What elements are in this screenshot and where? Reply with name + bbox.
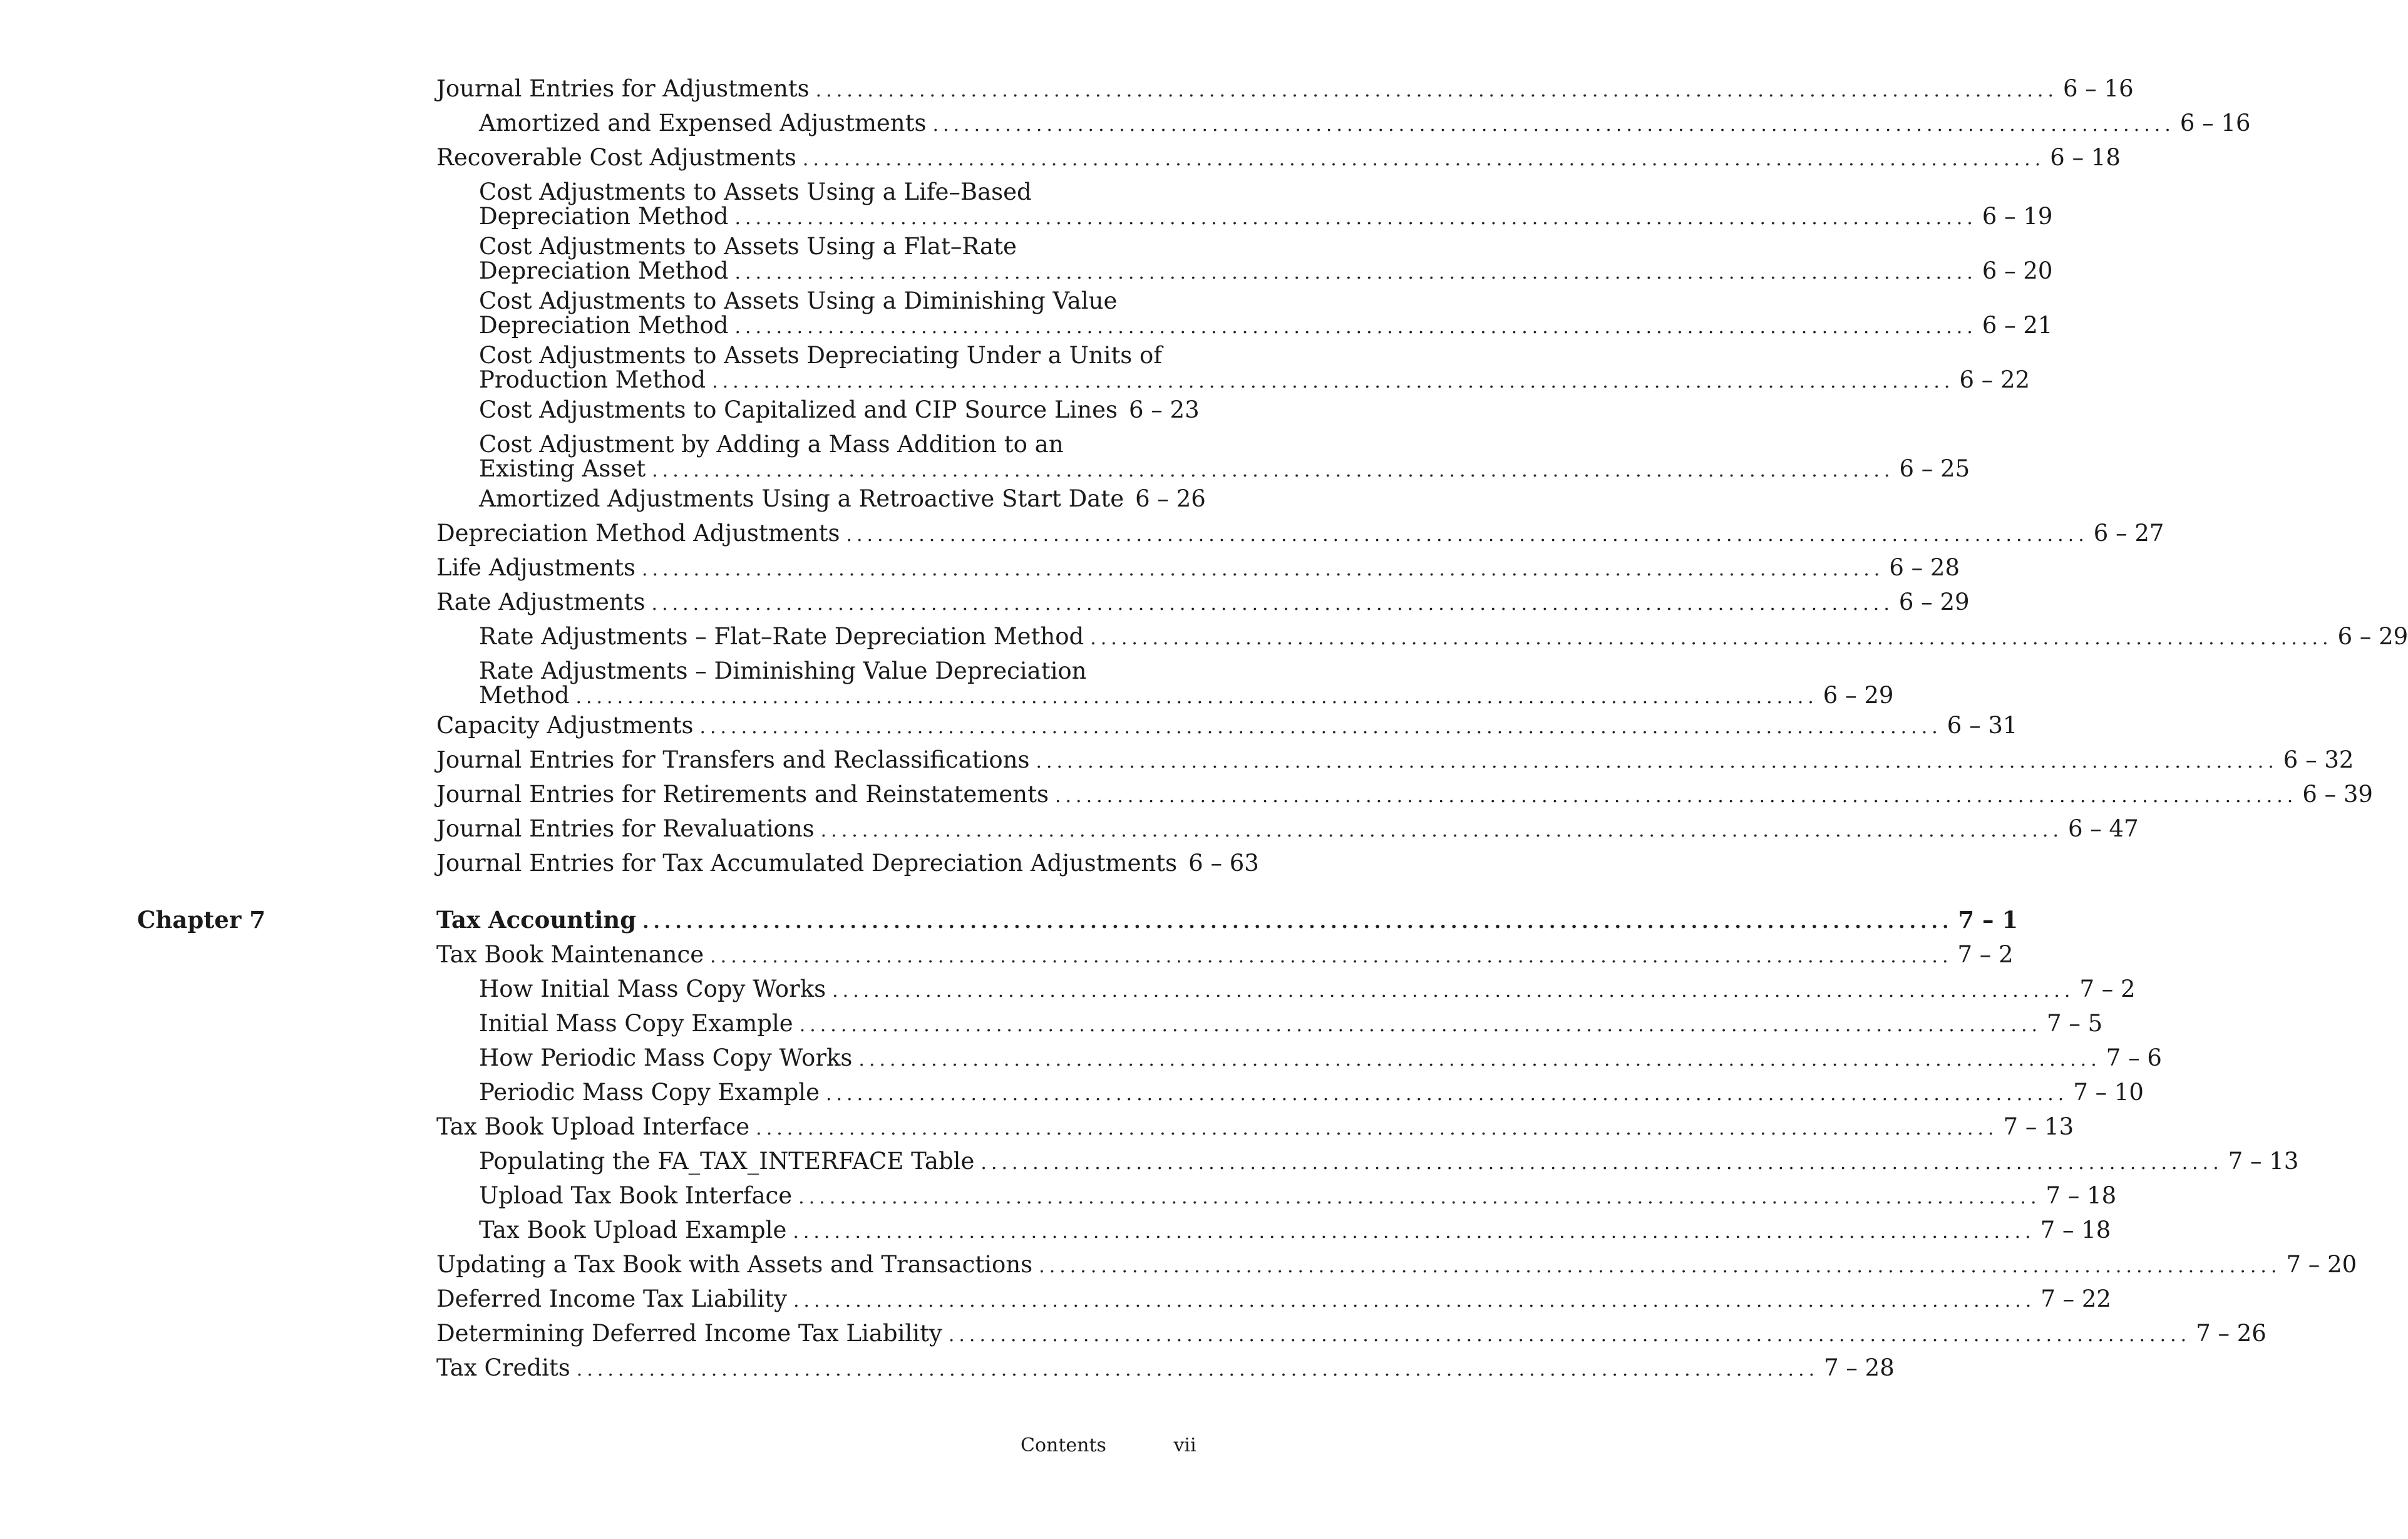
toc-entry-page: 6 – 21 bbox=[1982, 312, 2053, 339]
chapter-7-label: Chapter 7 bbox=[137, 906, 265, 934]
footer-page-number: vii bbox=[1173, 1434, 1196, 1456]
toc-entry-title: Depreciation Method Adjustments bbox=[436, 520, 840, 547]
dot-leader: ........................................................................................................................ bbox=[642, 911, 1953, 933]
dot-leader: ........................................................................................................................ bbox=[793, 1290, 2036, 1312]
toc-entry-title: Tax Book Maintenance bbox=[436, 941, 704, 968]
dot-leader: ........................................................................................................................ bbox=[980, 1152, 2223, 1174]
toc-entry-page: 7 – 5 bbox=[2047, 1010, 2103, 1037]
toc-entry[interactable] bbox=[436, 941, 2014, 969]
toc-entry[interactable] bbox=[436, 746, 2354, 774]
toc-entry-page: 6 – 16 bbox=[2062, 75, 2134, 102]
toc-entry-page: 7 – 18 bbox=[2040, 1217, 2111, 1243]
toc-entry-title: Updating a Tax Book with Assets and Transactions bbox=[436, 1251, 1033, 1278]
toc-entry-page: 6 – 32 bbox=[2283, 746, 2354, 773]
page-footer bbox=[1021, 1435, 1196, 1456]
toc-entry-page: 6 – 19 bbox=[1982, 203, 2053, 230]
toc-entry-page: 6 – 29 bbox=[1898, 589, 1970, 615]
dot-leader: ........................................................................................................................ bbox=[846, 524, 2089, 546]
toc-entry-page: 7 – 2 bbox=[2079, 975, 2136, 1002]
dot-leader: ........................................................................................................................ bbox=[576, 1359, 1819, 1381]
toc-entry-title: Deferred Income Tax Liability bbox=[436, 1285, 787, 1312]
toc-entry-title-line: Cost Adjustments to Assets Using a Flat–Rate bbox=[479, 233, 1017, 260]
toc-entry-page: 7 – 28 bbox=[1824, 1354, 1895, 1381]
toc-entry-title: Tax Book Upload Interface bbox=[436, 1113, 750, 1140]
toc-entry-title-line: Cost Adjustment by Adding a Mass Addition to an bbox=[479, 431, 1064, 458]
toc-entry[interactable] bbox=[436, 110, 2251, 137]
toc-entry-title-line: Cost Adjustments to Assets Using a Diminishing Value bbox=[479, 287, 1118, 314]
toc-entry-page: 6 – 18 bbox=[2050, 144, 2121, 171]
dot-leader: ........................................................................................................................ bbox=[820, 820, 2063, 842]
toc-entry-title-line: Cost Adjustments to Assets Depreciating Under a Units of bbox=[479, 342, 1163, 369]
toc-entry-title: Depreciation Method bbox=[479, 312, 729, 339]
dot-leader: ........................................................................................................................ bbox=[932, 114, 2175, 136]
dot-leader: ........................................................................................................................ bbox=[1054, 785, 2298, 807]
dot-leader: ........................................................................................................................ bbox=[699, 716, 1942, 738]
toc-entry-page: 6 – 25 bbox=[1899, 455, 1970, 482]
toc-entry[interactable] bbox=[436, 712, 2018, 739]
toc-entry[interactable] bbox=[436, 1148, 2299, 1175]
toc-entry[interactable] bbox=[436, 623, 2408, 651]
toc-entry-title: Amortized and Expensed Adjustments bbox=[479, 110, 927, 136]
toc-entry-title: Amortized Adjustments Using a Retroactive Start Date bbox=[479, 485, 1124, 512]
dot-leader: ........................................................................................................................ bbox=[651, 593, 1894, 615]
dot-leader: ........................................................................................................................ bbox=[734, 316, 1977, 338]
toc-entry-title: Journal Entries for Retirements and Reinstatements bbox=[436, 781, 1049, 808]
toc-entry-title: Journal Entries for Adjustments bbox=[436, 75, 810, 102]
toc-entry[interactable] bbox=[436, 1182, 2117, 1210]
dot-leader: ........................................................................................................................ bbox=[798, 1186, 2041, 1208]
toc-entry[interactable] bbox=[436, 657, 1894, 709]
toc-entry-page: 6 – 31 bbox=[1947, 712, 2018, 739]
dot-leader: ........................................................................................................................ bbox=[799, 1014, 2042, 1036]
toc-entry-title-line: Cost Adjustments to Assets Using a Life–Based bbox=[479, 178, 1032, 205]
toc-entry[interactable] bbox=[436, 144, 2121, 172]
toc-entry-title: Rate Adjustments – Flat–Rate Depreciation Method bbox=[479, 623, 1084, 650]
toc-entry-title: Upload Tax Book Interface bbox=[479, 1182, 793, 1209]
toc-entry[interactable] bbox=[436, 1285, 2111, 1313]
toc-entry-title: Life Adjustments bbox=[436, 554, 635, 581]
toc-entry-title: Production Method bbox=[479, 366, 706, 393]
toc-entry-title: Tax Credits bbox=[436, 1354, 570, 1381]
toc-entry-title: Capacity Adjustments bbox=[436, 712, 694, 739]
toc-entry[interactable] bbox=[436, 589, 1970, 616]
toc-entry-title: Journal Entries for Transfers and Reclassifications bbox=[436, 746, 1030, 773]
dot-leader: ........................................................................................................................ bbox=[642, 558, 1885, 580]
toc-entry-page: 6 – 27 bbox=[2093, 520, 2164, 547]
toc-entry[interactable] bbox=[436, 1217, 2111, 1244]
toc-entry-page: 6 – 28 bbox=[1889, 554, 1960, 581]
toc-entry[interactable] bbox=[436, 1044, 2162, 1072]
dot-leader: ........................................................................................................................ bbox=[793, 1221, 2035, 1243]
toc-entry[interactable] bbox=[436, 287, 2053, 339]
toc-entry-title-line: Rate Adjustments – Diminishing Value Depreciation bbox=[479, 657, 1087, 684]
toc-entry[interactable] bbox=[436, 75, 2134, 103]
toc-entry-title: How Periodic Mass Copy Works bbox=[479, 1044, 853, 1071]
toc-entry-title: Journal Entries for Tax Accumulated Depreciation Adjustments bbox=[436, 850, 1178, 877]
toc-entry[interactable] bbox=[436, 1113, 2074, 1141]
toc-entry-page: 7 – 13 bbox=[2003, 1113, 2074, 1140]
toc-entry[interactable] bbox=[436, 1010, 2103, 1037]
toc-entry-page: 7 – 13 bbox=[2228, 1148, 2299, 1175]
toc-entry[interactable] bbox=[436, 975, 2136, 1003]
dot-leader: ........................................................................................................................ bbox=[948, 1324, 2191, 1346]
toc-chapter-6-continued bbox=[436, 75, 2408, 885]
toc-entry-page: 7 – 10 bbox=[2073, 1079, 2144, 1106]
dot-leader: ........................................................................................................................ bbox=[1036, 751, 2278, 773]
toc-entry-page: 6 – 26 bbox=[1135, 485, 1206, 512]
toc-entry-page: 7 – 26 bbox=[2196, 1320, 2267, 1347]
toc-entry-title: Recoverable Cost Adjustments bbox=[436, 144, 796, 171]
toc-entry[interactable] bbox=[436, 520, 2164, 547]
toc-entry-page: 6 – 63 bbox=[1188, 850, 1259, 877]
toc-entry[interactable] bbox=[436, 396, 1200, 424]
toc-entry[interactable] bbox=[436, 233, 2053, 285]
toc-entry-title: Periodic Mass Copy Example bbox=[479, 1079, 820, 1106]
toc-entry-page: 7 – 22 bbox=[2040, 1285, 2111, 1312]
dot-leader: ........................................................................................................................ bbox=[1090, 627, 2333, 649]
toc-entry-page: 6 – 22 bbox=[1959, 366, 2030, 393]
toc-entry-title: Initial Mass Copy Example bbox=[479, 1010, 793, 1037]
dot-leader: ........................................................................................................................ bbox=[858, 1049, 2101, 1071]
toc-entry-title: Populating the FA_TAX_INTERFACE Table bbox=[479, 1148, 975, 1175]
toc-entry-page: 6 – 47 bbox=[2067, 815, 2139, 842]
dot-leader: ........................................................................................................................ bbox=[734, 207, 1977, 229]
toc-entry[interactable] bbox=[436, 178, 2053, 230]
toc-entry[interactable] bbox=[436, 431, 1970, 483]
toc-entry-page: 6 – 39 bbox=[2302, 781, 2373, 808]
toc-entry-page: 7 – 18 bbox=[2045, 1182, 2117, 1209]
dot-leader: ........................................................................................................................ bbox=[575, 686, 1818, 708]
toc-entry-title: How Initial Mass Copy Works bbox=[479, 975, 826, 1002]
dot-leader: ........................................................................................................................ bbox=[734, 262, 1977, 284]
dot-leader: ........................................................................................................................ bbox=[712, 371, 1955, 393]
toc-entry-title: Method bbox=[479, 682, 570, 709]
toc-entry-page: 6 – 20 bbox=[1982, 257, 2053, 284]
toc-entry[interactable] bbox=[436, 485, 1206, 513]
dot-leader: ........................................................................................................................ bbox=[652, 460, 1895, 481]
dot-leader: ........................................................................................................................ bbox=[825, 1083, 2069, 1105]
toc-entry-title: Determining Deferred Income Tax Liability bbox=[436, 1320, 942, 1347]
toc-entry-page: 6 – 29 bbox=[2337, 623, 2408, 650]
toc-entry-title: Depreciation Method bbox=[479, 257, 729, 284]
dot-leader: ........................................................................................................................ bbox=[710, 945, 1953, 967]
toc-entry[interactable] bbox=[436, 781, 2373, 808]
toc-entry[interactable] bbox=[436, 342, 2030, 394]
dot-leader: ........................................................................................................................ bbox=[832, 980, 2075, 1002]
toc-entry-title: Cost Adjustments to Capitalized and CIP Source Lines bbox=[479, 396, 1118, 423]
toc-entry[interactable] bbox=[436, 850, 1259, 877]
toc-entry-page: 7 – 6 bbox=[2106, 1044, 2162, 1071]
dot-leader: ........................................................................................................................ bbox=[756, 1118, 1999, 1140]
dot-leader: ........................................................................................................................ bbox=[1039, 1255, 2282, 1277]
toc-entry-page: 7 – 20 bbox=[2286, 1251, 2357, 1278]
toc-entry-page: 6 – 16 bbox=[2179, 110, 2251, 136]
toc-entry-page: 6 – 29 bbox=[1823, 682, 1894, 709]
toc-entry-title: Depreciation Method bbox=[479, 203, 729, 230]
toc-entry-page: 7 – 1 bbox=[1958, 906, 2019, 934]
toc-entry-page: 6 – 23 bbox=[1128, 396, 1200, 423]
dot-leader: ........................................................................................................................ bbox=[802, 148, 2045, 170]
toc-entry[interactable] bbox=[436, 1320, 2267, 1347]
dot-leader: ........................................................................................................................ bbox=[815, 80, 2058, 101]
toc-entry[interactable] bbox=[436, 1251, 2357, 1279]
toc-entry-title: Tax Book Upload Example bbox=[479, 1217, 787, 1243]
footer-section-title: Contents bbox=[1021, 1434, 1106, 1456]
toc-chapter-7 bbox=[436, 906, 2357, 1390]
toc-entry-title: Rate Adjustments bbox=[436, 589, 646, 615]
toc-entry-title: Journal Entries for Revaluations bbox=[436, 815, 815, 842]
toc-entry[interactable] bbox=[436, 554, 1960, 582]
toc-entry[interactable] bbox=[436, 1354, 1895, 1382]
toc-entry[interactable] bbox=[436, 1079, 2144, 1106]
toc-entry-title: Tax Accounting bbox=[436, 906, 637, 934]
toc-entry[interactable] bbox=[436, 906, 2019, 934]
toc-entry[interactable] bbox=[436, 815, 2139, 843]
toc-entry-page: 7 – 2 bbox=[1957, 941, 2014, 968]
toc-entry-title: Existing Asset bbox=[479, 455, 646, 482]
